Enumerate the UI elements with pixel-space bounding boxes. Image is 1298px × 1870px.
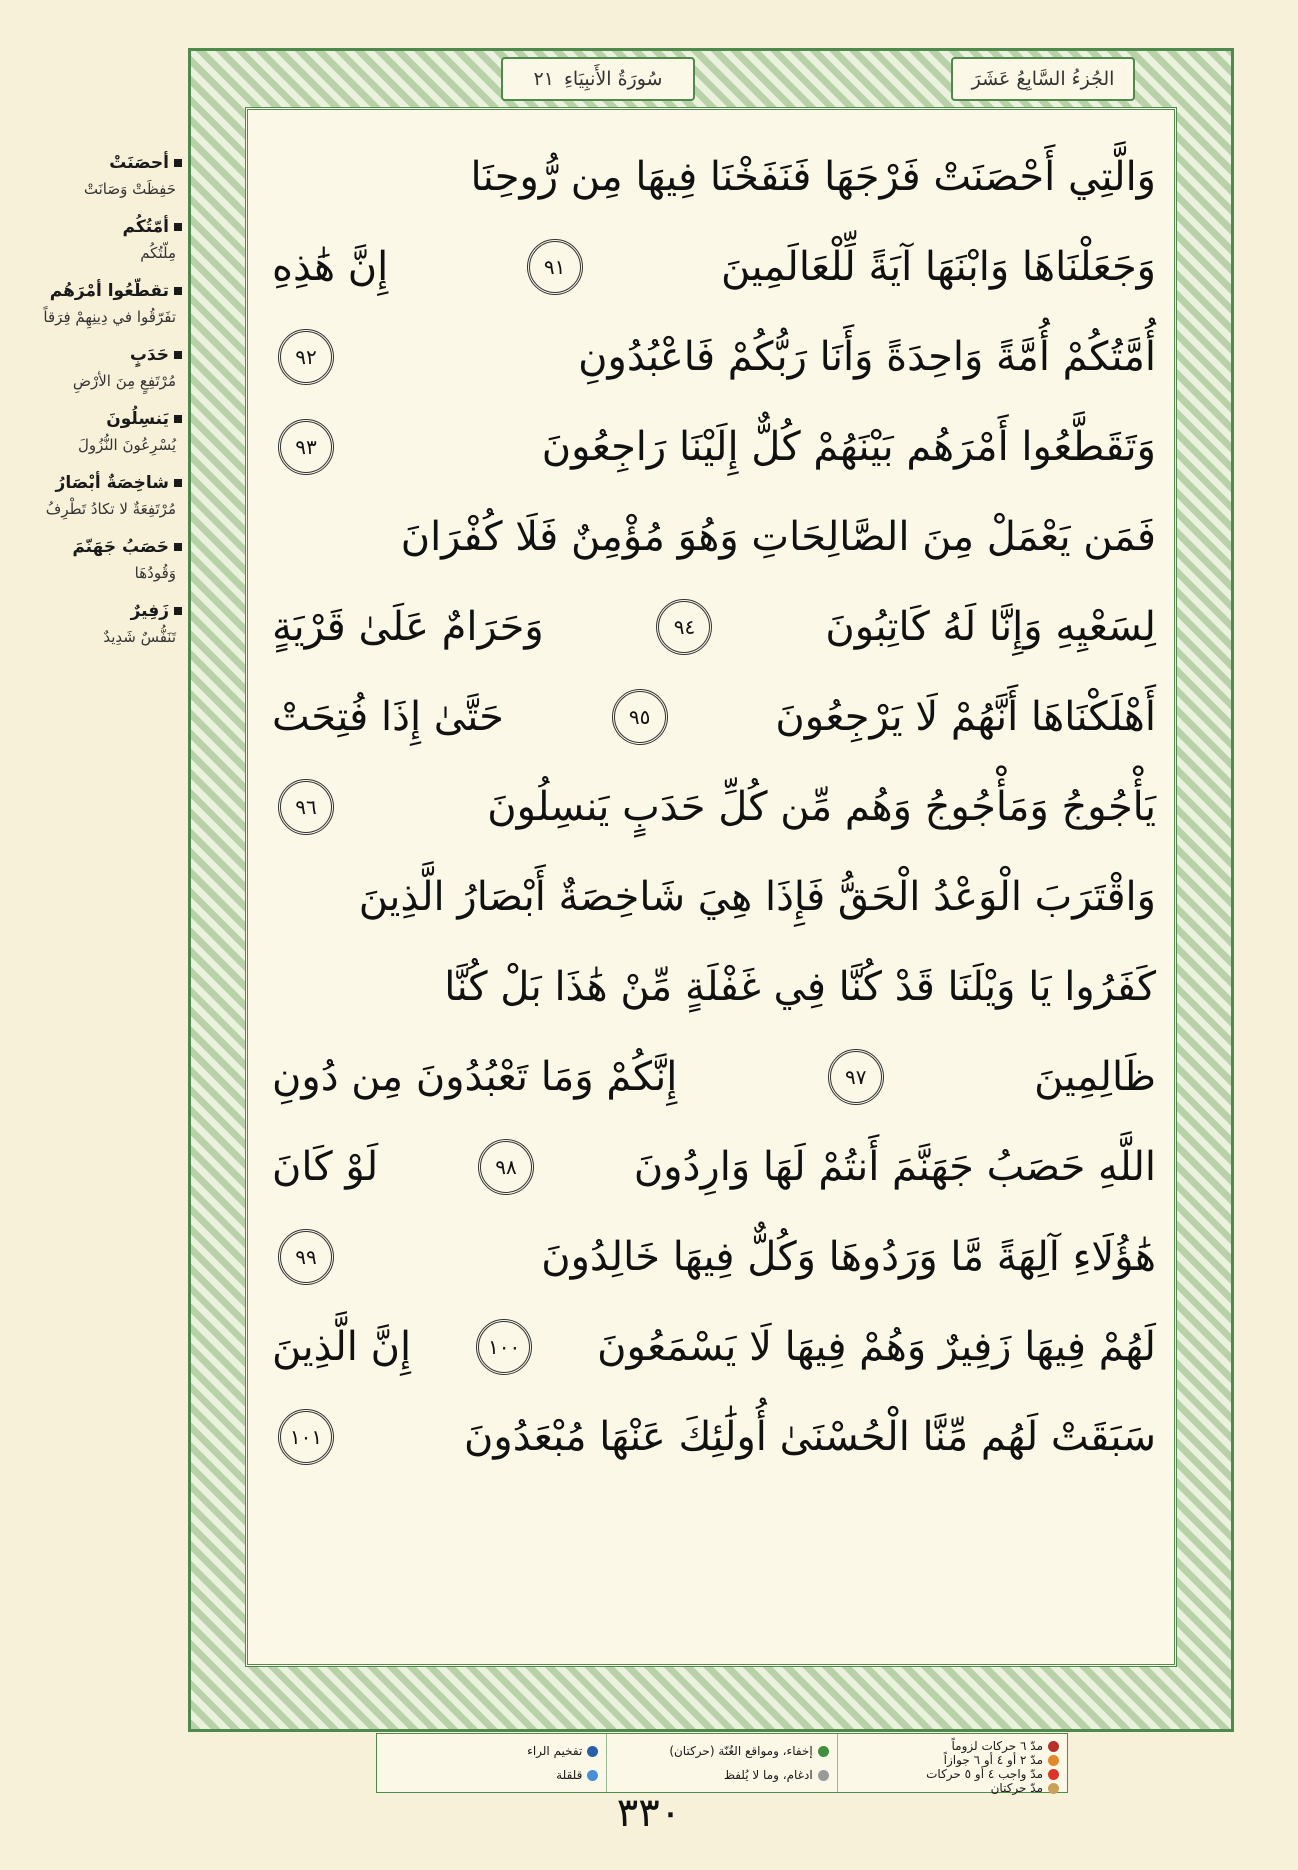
verse-number-marker: ٩٧ [828,1049,884,1105]
legend-label: إخفاء، ومواقع الغُنّة (حركتان) [669,1744,813,1758]
verse-segment: لَوْ كَانَ [272,1144,379,1190]
verse-segment: هَٰؤُلَاءِ آلِهَةً مَّا وَرَدُوهَا وَكُلٌّ فِيهَا خَالِدُونَ [541,1234,1156,1280]
verse-line [272,132,1156,222]
verse-segment: كَفَرُوا يَا وَيْلَنَا قَدْ كُنَّا فِي غَفْلَةٍ مِّنْ هَٰذَا بَلْ كُنَّا [444,964,1156,1010]
legend-label: مدّ ٢ أو ٤ أو ٦ جوازاً [943,1753,1043,1767]
color-dot-icon [1048,1769,1059,1780]
verse-line [272,312,1156,402]
glossary-word [14,470,182,496]
verse-segment: أُمَّتُكُمْ أُمَّةً وَاحِدَةً وَأَنَا رَبُّكُمْ فَاعْبُدُونِ [578,334,1156,380]
verse-segment: وَحَرَامٌ عَلَىٰ قَرْيَةٍ [272,604,544,650]
legend-label: مدّ ٦ حركات لزوماً [951,1739,1043,1753]
verse-segment: سَبَقَتْ لَهُم مِّنَّا الْحُسْنَىٰ أُولَٰئِكَ عَنْهَا مُبْعَدُونَ [464,1414,1156,1460]
verse-line [272,852,1156,942]
glossary-definition: تَنَفُّسٌ شَدِيدٌ [103,628,176,646]
color-dot-icon [587,1770,598,1781]
verse-line [272,1122,1156,1212]
glossary-definition: يُسْرِعُونَ النُّزُولَ [78,436,176,454]
verse-segment: وَاقْتَرَبَ الْوَعْدُ الْحَقُّ فَإِذَا هِيَ شَاخِصَةٌ أَبْصَارُ الَّذِينَ [358,874,1156,920]
page-number: ٣٣٠ [616,1790,682,1836]
glossary-definition: تفَرّقُوا في دِينِهِمْ فِرَقاً [43,308,176,326]
bullet-square-icon [174,543,182,551]
verse-number-marker: ٩٢ [278,329,334,385]
verse-segment: وَجَعَلْنَاهَا وَابْنَهَا آيَةً لِّلْعَالَمِينَ [721,244,1156,290]
legend-label: قلقلة [556,1768,583,1782]
verse-line [272,492,1156,582]
color-dot-icon [818,1770,829,1781]
legend-item [846,1753,1059,1767]
glossary-word-text: أحصَنَتْ [109,153,169,173]
glossary-word-text: أمّتُكُم [122,217,169,237]
glossary-definition: وَقُودُهَا [134,564,176,582]
glossary-word [14,214,182,240]
glossary-word-text: زَفِيرٌ [130,601,169,621]
bullet-square-icon [174,415,182,423]
glossary-word-text: يَنسِلُونَ [106,409,169,429]
verse-number-marker: ٩٤ [656,599,712,655]
glossary-word-text: تقطّعُوا أمْرَهُم [49,281,169,301]
legend-label: ادغام، وما لا يُلفظ [723,1768,813,1782]
surah-number: ٢١ [533,68,554,90]
verse-segment: ظَالِمِينَ [1034,1054,1156,1100]
legend-label: تفخيم الراء [527,1744,583,1758]
text-panel [245,107,1177,1667]
glossary-entry [14,214,182,266]
glossary-word [14,278,182,304]
verse-segment: وَالَّتِي أَحْصَنَتْ فَرْجَهَا فَنَفَخْنَا فِيهَا مِن رُّوحِنَا [470,154,1156,200]
bullet-square-icon [174,223,182,231]
bullet-square-icon [174,287,182,295]
surah-header [501,57,695,101]
glossary-definition: مِلّتُكُم [140,244,176,262]
verse-segment: حَتَّىٰ إِذَا فُتِحَتْ [272,694,504,740]
verse-line [272,1392,1156,1482]
verse-segment: فَمَن يَعْمَلْ مِنَ الصَّالِحَاتِ وَهُوَ مُؤْمِنٌ فَلَا كُفْرَانَ [400,514,1156,560]
legend-item [385,1744,598,1758]
verse-text [272,132,1156,1482]
verse-segment: يَأْجُوجُ وَمَأْجُوجُ وَهُم مِّن كُلِّ حَدَبٍ يَنسِلُونَ [487,784,1156,830]
juz-label: الجُزءُ السَّابِعُ عَشَرَ [971,68,1115,90]
glossary-entry [14,534,182,586]
legend-item [615,1744,828,1758]
bullet-square-icon [174,607,182,615]
glossary-word-text: حَصَبُ جَهَنّمَ [72,537,169,557]
verse-line [272,1212,1156,1302]
glossary-word-text: حَدَبٍ [129,345,169,365]
verse-number-marker: ٩٦ [278,779,334,835]
verse-number-marker: ١٠١ [278,1409,334,1465]
glossary-word-text: شاخِصَةٌ أبْصَارُ [55,473,169,493]
verse-line [272,762,1156,852]
glossary-word [14,406,182,432]
legend-item [846,1739,1059,1753]
verse-line [272,942,1156,1032]
legend-column [606,1734,836,1792]
page-frame [188,48,1234,1732]
legend-column [377,1734,606,1792]
verse-number-marker: ٩٣ [278,419,334,475]
legend-item [846,1767,1059,1781]
verse-number-marker: ٩٨ [478,1139,534,1195]
glossary-entry [14,470,182,522]
tajweed-legend [376,1733,1068,1793]
legend-label: مدّ واجب ٤ أو ٥ حركات [926,1767,1043,1781]
glossary-definition: مُرْتَفِعٍ مِنَ الأرْضِ [72,372,176,390]
color-dot-icon [587,1746,598,1757]
glossary-entry [14,598,182,650]
glossary-entry [14,342,182,394]
verse-segment: وَتَقَطَّعُوا أَمْرَهُم بَيْنَهُمْ كُلٌّ إِلَيْنَا رَاجِعُونَ [541,424,1156,470]
glossary-word [14,150,182,176]
verse-line [272,402,1156,492]
legend-column [837,1734,1067,1795]
color-dot-icon [1048,1741,1059,1752]
color-dot-icon [818,1746,829,1757]
glossary-word [14,534,182,560]
bullet-square-icon [174,351,182,359]
legend-item [385,1768,598,1782]
verse-line [272,1302,1156,1392]
verse-segment: إِنَّ هَٰذِهِ [272,244,389,290]
verse-number-marker: ٩١ [527,239,583,295]
glossary-definition: مُرْتَفِعَةٌ لا تكادُ تَطْرِفُ [45,500,176,518]
verse-segment: لَهُمْ فِيهَا زَفِيرٌ وَهُمْ فِيهَا لَا يَسْمَعُونَ [597,1324,1156,1370]
verse-line [272,582,1156,672]
juz-header [951,57,1135,101]
glossary-word [14,342,182,368]
verse-segment: أَهْلَكْنَاهَا أَنَّهُمْ لَا يَرْجِعُونَ [775,694,1156,740]
verse-line [272,672,1156,762]
verse-number-marker: ٩٥ [612,689,668,745]
legend-label: مدّ حركتان [990,1781,1043,1795]
legend-item [615,1768,828,1782]
verse-segment: إِنَّ الَّذِينَ [272,1324,412,1370]
color-dot-icon [1048,1755,1059,1766]
verse-segment: إِنَّكُمْ وَمَا تَعْبُدُونَ مِن دُونِ [272,1054,678,1100]
margin-glossary [14,150,182,662]
surah-name: سُورَةُ الأَنبِيَاءِ [563,68,663,90]
glossary-entry [14,150,182,202]
bullet-square-icon [174,479,182,487]
verse-number-marker: ١٠٠ [476,1319,532,1375]
bullet-square-icon [174,159,182,167]
verse-line [272,222,1156,312]
verse-segment: اللَّهِ حَصَبُ جَهَنَّمَ أَنتُمْ لَهَا وَارِدُونَ [633,1144,1156,1190]
glossary-definition: حَفِظَتْ وَصَانَتْ [83,180,176,198]
verse-line [272,1032,1156,1122]
verse-segment: لِسَعْيِهِ وَإِنَّا لَهُ كَاتِبُونَ [825,604,1156,650]
glossary-word [14,598,182,624]
verse-number-marker: ٩٩ [278,1229,334,1285]
glossary-entry [14,406,182,458]
glossary-entry [14,278,182,330]
